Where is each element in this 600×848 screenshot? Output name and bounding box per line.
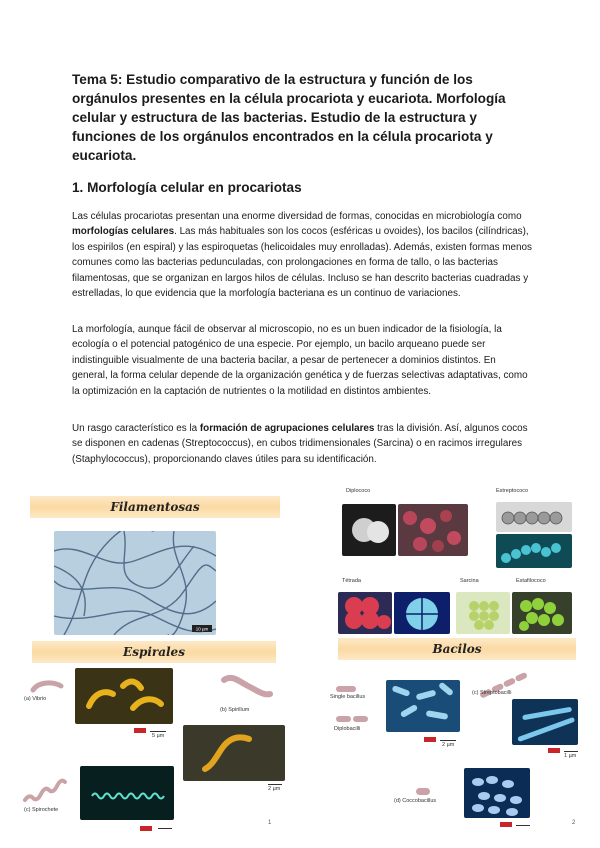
sarcina-label: Sarcina [460,578,479,584]
scale-badge-1 [134,728,146,733]
paragraph-3 [72,421,532,467]
scale-bar-2 [268,784,282,785]
espirales-banner [32,641,276,663]
section-heading: 1. Morfología celular en procariotas [72,180,302,195]
diplococo-label: Diplococo [346,488,371,494]
bacilos-label: Bacilos [432,642,482,656]
single-bacillus-caption: Single bacillus [330,694,366,700]
tetrada-micrograph-2 [394,592,450,634]
tetrada-micrograph-1 [338,592,392,634]
scale-label-4: 1 µm [564,753,577,759]
spirochete-caption: (c) Spirochete [24,807,59,813]
scale-badge-5 [500,822,512,827]
espirales-label: Espirales [123,645,185,659]
filamentous-micrograph [54,531,216,635]
paragraph-1 [72,209,532,301]
estafilococo-micrograph [512,592,572,634]
scale-badge-3 [424,737,436,742]
scale-badge-2 [140,826,152,831]
streptobacilli-micrograph [512,699,578,745]
paragraph-2: La morfología, aunque fácil de observar al microscopio, no es un buen indicador de la fisiología, la ecología o el potencial patogénico de una especie. Por ejemplo, un bacilo arqueano puede ser indistinguible visualmente de una bacteria bacilar, a pesar de pertenecer a dominios distintos. En general, la forma celular depende de la organización genética y de fuerzas selectivas adaptativas, como la optimización en la captación de nutrientes o la motilidad en distintos ambientes. [72,324,528,397]
single-bacillus-diagram [334,684,358,694]
bacillus-micrograph-1 [386,680,460,732]
scale-bar-5 [564,751,578,752]
scale-bar-6 [516,825,530,826]
coccobacillus-caption: (d) Coccobacillus [394,798,437,804]
paragraph-3-text-b: tras la división. Así, algunos cocos se disponen en cadenas (Streptococcus), en cubos tridimensionales (Sarcina) o en racimos irregulares (Staphylococcus), proporcionando claves útiles para su identificación. [72,423,528,465]
filamentosas-label: Filamentosas [110,500,200,514]
paragraph-1-text-b: . Las más habituales son los cocos (esféricas u ovoides), los bacilos (cilíndricas), los espirilos (en espiral) y las espiroquetas (helicoidales muy enrolladas). Además, existen formas menos comunes como las bacterias pedunculadas, con prolongaciones en forma de tallo, o las bacterias filamentosas, que se organizan en largos hilos de células. Incluso se han descrito bacterias cuadradas y estrelladas, lo que evidencia que la morfología bacteriana es un continuo de variaciones. [72,226,532,300]
filament-scale-text: 10 µm [195,626,209,632]
spirochete-diagram [22,778,68,804]
bacilos-banner [338,638,576,660]
page-number-2: 2 [572,820,576,826]
estafilococo-label: Estafilococo [516,578,546,584]
coccobacillus-diagram [414,786,434,796]
scale-bar-3 [158,828,172,829]
vibrio-caption: (a) Vibrio [24,696,47,702]
paragraph-3-text-a: Un rasgo característico es la [72,423,200,434]
estreptococo-label: Estreptococo [496,488,529,494]
scale-label-1: 5 µm [152,733,165,739]
estreptococo-micrograph-2 [496,534,572,568]
diplococo-micrograph-1 [342,504,396,556]
sarcina-micrograph [456,592,510,634]
streptobacilli-caption: (c) Streptobacilli [472,690,512,696]
diplobacilli-caption: Diplobacilli [334,726,361,732]
tetrada-label: Tétrada [342,578,361,584]
spirochete-micrograph [80,766,174,820]
scale-bar-1 [150,731,166,732]
spirillum-caption: (b) Spirillum [220,707,250,713]
page-number-1: 1 [268,820,272,826]
estreptococo-micrograph-1 [496,502,572,532]
diplobacilli-diagram [334,714,370,724]
spirillum-diagram [220,672,274,702]
filamentosas-banner [30,496,280,518]
spirillum-micrograph [183,725,285,781]
paragraph-3-bold: formación de agrupaciones celulares [199,423,375,434]
coccobacillus-micrograph [464,768,530,818]
scale-label-2: 2 µm [268,786,281,792]
page-title: Tema 5: Estudio comparativo de la estructura y función de los orgánulos presentes en la célula procariota y eucariota. Morfología celular y estructura de las bacterias. Estudio de la estructura y funciones de los orgánulos encontrados en la célula procariota y eucariota. [72,72,506,163]
diplococo-micrograph-2 [398,504,468,556]
paragraph-1-bold: morfologías celulares [72,226,175,238]
scale-bar-4 [440,740,456,741]
vibrio-micrograph [75,668,173,724]
scale-badge-4 [548,748,560,753]
scale-label-3: 2 µm [442,742,455,748]
paragraph-1-text-a: Las células procariotas presentan una enorme diversidad de formas, conocidas en microbiología como [72,211,522,222]
vibrio-diagram [30,680,64,694]
